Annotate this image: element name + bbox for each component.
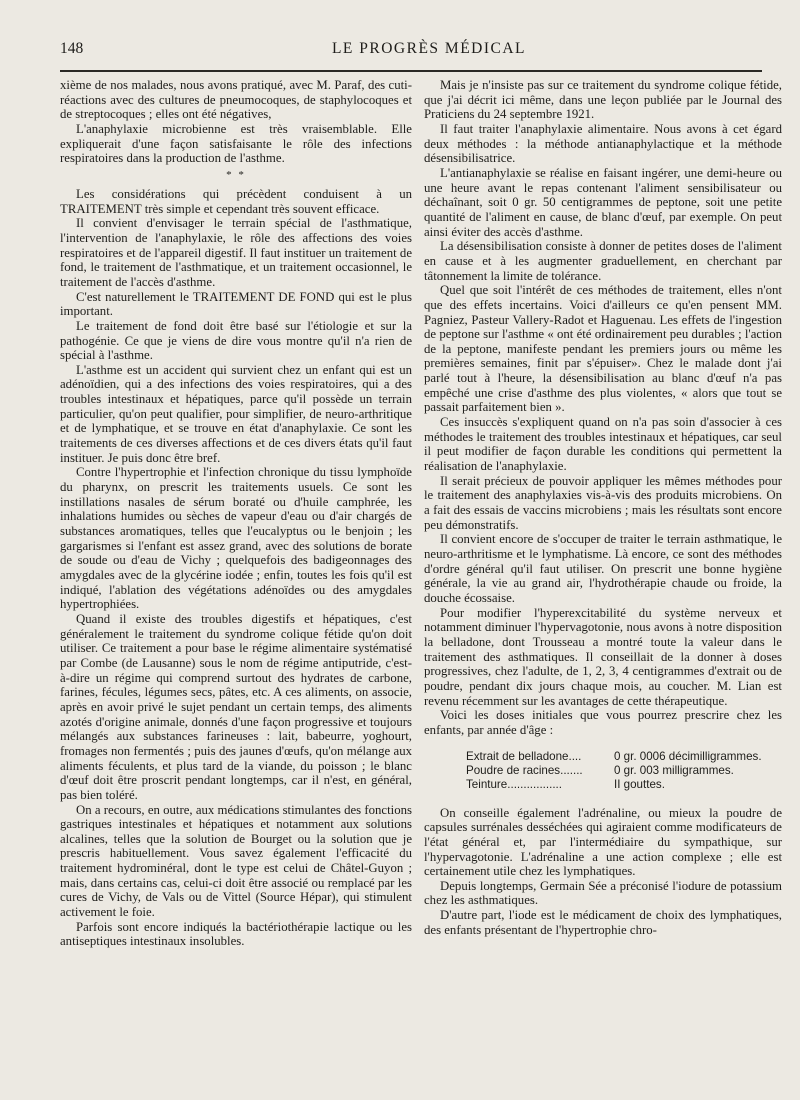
dosage-row [466,750,782,764]
paragraph: On conseille également l'adrénaline, ou mieux la poudre de capsules surrénales desséchées qui agiraient comme modificateurs de l'état général et, par l'intermédiaire du sympathique, sur l'hypervagotonie. L'adrénaline a une action complexe ; elle est certainement utile chez les lymphatiques. [424,805,782,879]
dosage-table [424,750,782,792]
page-header [60,40,758,62]
paragraph: Quel que soit l'intérêt de ces méthodes de traitement, elles n'ont que des effets incertains. Voici d'ailleurs ce qu'en pensent MM. Pagniez, Pasteur Vallery-Radot et Haguenau. Les effets de l'ingestion de peptone sur l'asthme « ont été ordinairement peu durables ; l'action de la peptone, manifeste pendant les premiers jours ou même les premières semaines, finit par s'épuiser». Chez le malade dont j'ai parlé tout à l'heure, la désensibilisation au blanc d'œuf n'a pas empêché une crise d'asthme des plus violentes, « alors que tout se passait parfaitement bien ». [424,283,782,415]
dosage-value: 0 gr. 0006 décimilligrammes. [614,749,762,763]
paragraph: Parfois sont encore indiqués la bactériothérapie lactique ou les antiseptiques intestinaux insolubles. [60,919,412,949]
paragraph: On a recours, en outre, aux médications stimulantes des fonctions gastriques intestinales et hépatiques et notamment aux solutions alcalines, telles que la solution de Bourget ou la solution que je prescris habituellement. Vous savez également l'efficacité du traitement hydrominéral, dont le type est celui de Châtel-Guyon ; mais, dans certains cas, celui-ci doit être associé ou remplacé par les cures de Vichy, de Vals ou de Vittel (Source Hépar), qui stimulent activement le foie. [60,802,412,920]
dosage-name: Poudre de racines....... [466,763,583,777]
paragraph: L'anaphylaxie microbienne est très vraisemblable. Elle expliquerait d'une façon satisfaisante le rôle des infections respiratoires dans la production de l'asthme. [60,121,412,166]
paragraph: La désensibilisation consiste à donner de petites doses de l'aliment en cause et à les augmenter graduellement, en cherchant par tâtonnement la limite de tolérance. [424,239,782,283]
paragraph: Il convient d'envisager le terrain spécial de l'asthmatique, l'intervention de l'anaphylaxie, le rôle des affections des voies respiratoires et de l'appareil digestif. Il faut instituer un traitement de fond, le traitement de l'asthmatique, et un traitement occasionnel, le traitement de l'accès d'asthme. [60,216,412,289]
header-rule [60,70,762,72]
section-asterism: * * [226,168,246,181]
paragraph: C'est naturellement le TRAITEMENT DE FOND qui est le plus important. [60,289,412,319]
paragraph: Il convient encore de s'occuper de traiter le terrain asthmatique, le neuro-arthritisme et le lymphatisme. Là encore, ce sont des méthodes d'ordre général qu'il faut utiliser. On prescrit une bonne hygiène générale, la vie au grand air, l'hydrothérapie chaude ou froide, la douche écossaise. [424,532,782,605]
dosage-value: II gouttes. [614,777,665,791]
paragraph: Quand il existe des troubles digestifs et hépatiques, c'est généralement le traitement du syndrome colique fétide qu'on doit utiliser. Ce traitement a pour base le régime alimentaire systématisé par Combe (de Lausanne) sous le nom de régime antiputride, c'est-à-dire un régime qui comprend surtout des hydrates de carbone, farines, fécules, légumes secs, pâtes, etc. A ces aliments, on associe, après en avoir privé le sujet pendant un certain temps, des aliments azotés d'origine animale, donnés d'une façon progressive et toujours mélangés aux substances farineuses : lait, babeurre, yoghourt, fromages non fermentés ; puis des jaunes d'œufs, qu'on mélange aux aliments féculents, et plus tard de la viande, du poisson ; le blanc d'œuf doit être proscrit pendant longtemps, car il n'est, en général, pas bien toléré. [60,611,412,802]
dosage-row [466,778,782,792]
dosage-row [466,764,782,778]
page-number: 148 [60,40,84,57]
dosage-name: Teinture................. [466,777,563,791]
paragraph: Contre l'hypertrophie et l'infection chronique du tissu lymphoïde du pharynx, on prescrit les traitements usuels. Ce sont les instillations nasales de sérum boraté ou d'huile camphrée, les inhalations humides ou sèches de vapeur d'eau ou d'air chargés de substances aromatiques, telles que l'eucalyptus ou le benjoin ; les gargarismes si l'enfant est assez grand, avec des solutions de borate de soude ou d'eau de Vichy ; quelquefois des badigeonnages des amygdales avec de la glycérine iodée ; enfin, toutes les fois qu'il est indiqué, l'ablation des végétations adénoïdes ou des amygdales hypertrophiées. [60,465,412,612]
right-column [424,78,782,937]
left-column [60,78,412,949]
dosage-value: 0 gr. 003 milligrammes. [614,763,734,777]
paragraph: Pour modifier l'hyperexcitabilité du système nerveux et notamment diminuer l'hypervagotonie, nous avons à notre disposition la belladone, dont Trousseau a montré toute la valeur dans le traitement des asthmatiques. Il conseillait de la donner à doses progressives, chez l'adulte, de 1, 2, 3, 4 centigrammes d'extrait ou de poudre, pendant dix jours chaque mois, au coucher. M. Lian est revenu récemment sur les avantages de cette thérapeutique. [424,605,782,708]
paragraph: L'asthme est un accident qui survient chez un enfant qui est un adénoïdien, qui a des infections des voies respiratoires, qui a des troubles intestinaux et hépatiques, parce qu'il possède un terrain particulier, qu'on peut qualifier, pour simplifier, de neuro-arthritique et de lymphatique, et se trouve en état d'anaphylaxie. Ce sont les traitements de ces diverses affections et de ces divers états qu'il faut instituer. Je puis donc être bref. [60,362,412,465]
paragraph: L'antianaphylaxie se réalise en faisant ingérer, une demi-heure ou une heure avant le repas contenant l'aliment sensibilisateur ou déchaînant, soit 0 gr. 50 centigrammes de peptone, soit une petite quantité de l'aliment en cause, de blanc d'œuf, par exemple. On peut ainsi éviter des accès d'asthme. [424,165,782,239]
paragraph: Voici les doses initiales que vous pourrez prescrire chez les enfants, par année d'âge : [424,708,782,737]
paragraph: Mais je n'insiste pas sur ce traitement du syndrome colique fétide, que j'ai décrit ici même, dans une leçon publiée par le Journal des Praticiens du 24 septembre 1921. [424,78,782,122]
paragraph: Les considérations qui précèdent conduisent à un TRAITEMENT très simple et cependant très souvent efficace. [60,186,412,216]
journal-title: LE PROGRÈS MÉDICAL [331,40,527,57]
dosage-name: Extrait de belladone.... [466,749,582,763]
paragraph: Depuis longtemps, Germain Sée a préconisé l'iodure de potassium chez les asthmatiques. [424,878,782,908]
paragraph: Il serait précieux de pouvoir appliquer les mêmes méthodes pour le traitement des anaphylaxies vis-à-vis des produits microbiens. On a fait des essais de vaccins microbiens ; mais les résultats sont encore peu démonstratifs. [424,473,782,532]
paragraph: Il faut traiter l'anaphylaxie alimentaire. Nous avons à cet égard deux méthodes : la méthode antianaphylactique et la méthode désensibilisatrice. [424,121,782,166]
paragraph: Le traitement de fond doit être basé sur l'étiologie et sur la pathogénie. Ce que je viens de dire vous montre qu'il n'a rien de spécial à l'asthme. [60,318,412,363]
paragraph: xième de nos malades, nous avons pratiqué, avec M. Paraf, des cuti-réactions avec des cultures de pneumocoques, de staphylocoques et de streptocoques ; elles ont été négatives, [60,78,412,122]
paragraph: D'autre part, l'iode est le médicament de choix des lymphatiques, des enfants présentant de l'hypertrophie chro- [424,908,782,937]
paragraph: Ces insuccès s'expliquent quand on n'a pas soin d'associer à ces méthodes le traitement des troubles intestinaux et hépatiques, car seul il peut modifier de façon durable les conditions qui permettent la réalisation de l'anaphylaxie. [424,415,782,474]
